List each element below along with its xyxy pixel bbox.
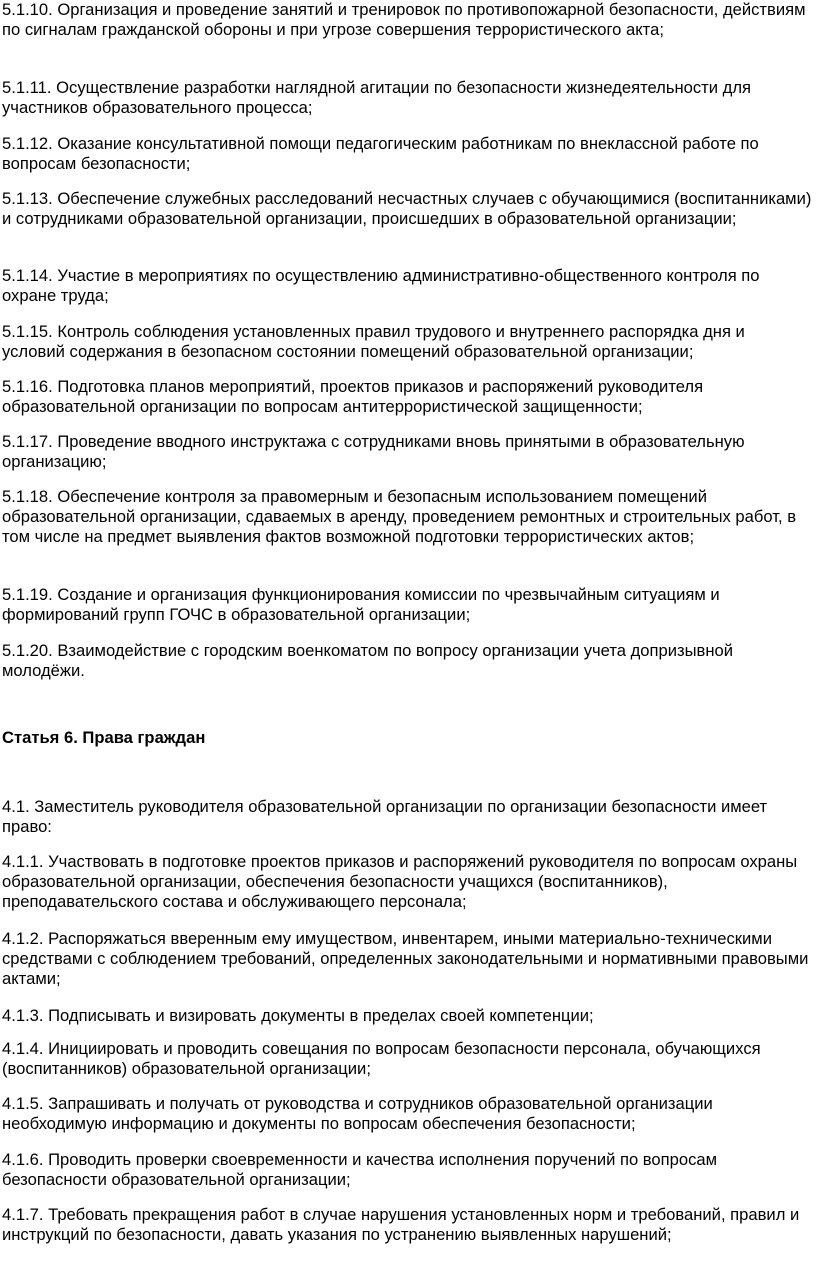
list-item: 5.1.10. Организация и проведение занятий и тренировок по противопожарной безопасности, действиям по сигналам гражданской обороны и при угрозе совершения террористического акта; (2, 0, 806, 39)
list-item: 4.1.7. Требовать прекращения работ в случае нарушения установленных норм и требований, правил и инструкций по безопасности, давать указания по устранению выявленных нарушений; (2, 1205, 800, 1244)
article-intro: 4.1. Заместитель руководителя образовательной организации по организации безопасности имеет право: (2, 797, 768, 836)
list-item: 5.1.20. Взаимодействие с городским военкоматом по вопросу организации учета допризывной молодёжи. (2, 641, 734, 680)
list-item: 5.1.11. Осуществление разработки наглядной агитации по безопасности жизнедеятельности для участников образовательного процесса; (2, 78, 752, 117)
list-item: 5.1.15. Контроль соблюдения установленных правил трудового и внутреннего распорядка дня и условий содержания в безопасном состоянии помещений образовательной организации; (2, 322, 745, 361)
list-item: 5.1.12. Оказание консультативной помощи педагогическим работникам по внеклассной работе по вопросам безопасности; (2, 134, 759, 173)
list-item: 5.1.16. Подготовка планов мероприятий, проектов приказов и распоряжений руководителя образовательной организации по вопросам антитеррористической защищенности; (2, 377, 704, 416)
list-item: 4.1.6. Проводить проверки своевременности и качества исполнения поручений по вопросам безопасности образовательной организации; (2, 1150, 718, 1189)
list-item: 5.1.19. Создание и организация функционирования комиссии по чрезвычайным ситуациям и формирований групп ГОЧС в образовательной организации; (2, 585, 720, 624)
list-item: 5.1.18. Обеспечение контроля за правомерным и безопасным использованием помещений образовательной организации, сдаваемых в аренду, проведением ремонтных и строительных работ, в том числе на предмет выявления фактов возможной подготовки террористических актов; (2, 487, 797, 546)
list-item: 4.1.3. Подписывать и визировать документы в пределах своей компетенции; (2, 1006, 594, 1025)
article-heading: Статья 6. Права граждан (2, 728, 206, 747)
list-item: 4.1.1. Участвовать в подготовке проектов приказов и распоряжений руководителя по вопросам охраны образовательной организации, обеспечения безопасности учащихся (воспитанников), преподавательского состава и обслуживающего персонала; (2, 852, 798, 911)
list-item: 5.1.13. Обеспечение служебных расследований несчастных случаев с обучающимися (воспитанниками) и сотрудниками образовательной организации, происшедших в образовательной организации; (2, 189, 812, 228)
list-item: 5.1.17. Проведение вводного инструктажа с сотрудниками вновь принятыми в образовательную организацию; (2, 432, 745, 471)
list-item: 4.1.5. Запрашивать и получать от руководства и сотрудников образовательной организации необходимую информацию и документы по вопросам обеспечения безопасности; (2, 1094, 713, 1133)
list-item: 4.1.2. Распоряжаться вверенным ему имуществом, инвентарем, иными материально-техническими средствами с соблюдением требований, определенных законодательными и нормативными правовыми актами; (2, 929, 809, 988)
list-item: 4.1.4. Инициировать и проводить совещания по вопросам безопасности персонала, обучающихся (воспитанников) образовательной организации; (2, 1039, 761, 1078)
list-item: 5.1.14. Участие в мероприятиях по осуществлению административно-общественного контроля по охране труда; (2, 266, 760, 305)
